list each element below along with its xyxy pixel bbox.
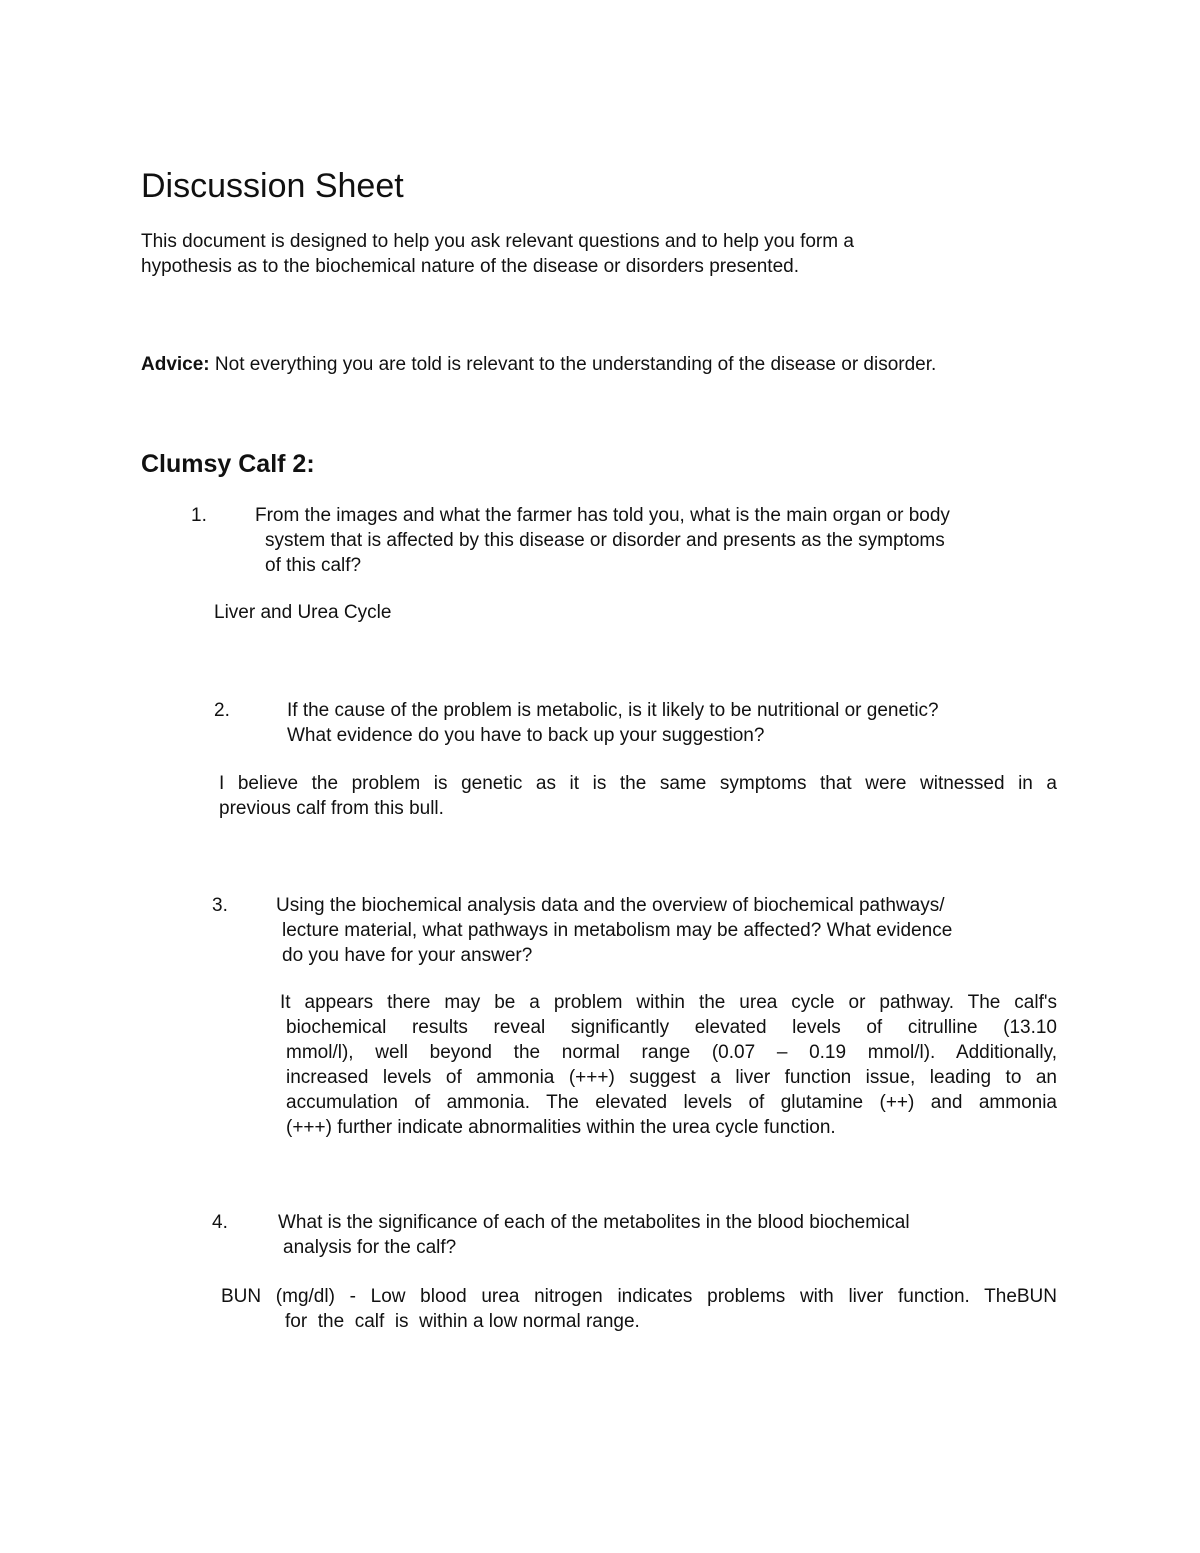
advice-text: Not everything you are told is relevant to the understanding of the disease or disorder. (209, 354, 937, 375)
question-line: do you have for your answer? (282, 945, 533, 966)
question-4-number: 4. (212, 1212, 228, 1233)
advice-label: Advice: (141, 354, 210, 375)
answer-line: previous calf from this bull. (219, 798, 444, 819)
answer-line: for the calf is within a low normal range. (285, 1311, 640, 1332)
case-title: Clumsy Calf 2: (141, 450, 315, 478)
answer-line: mmol/l), well beyond the normal range (0.07 – 0.19 mmol/l). Additionally, (286, 1042, 1057, 1063)
answer-1 (214, 600, 814, 625)
question-line: lecture material, what pathways in metabolism may be affected? What evidence (282, 920, 953, 941)
answer-line: Liver and Urea Cycle (214, 602, 392, 623)
answer-4 (221, 1284, 1057, 1334)
question-line: Using the biochemical analysis data and the overview of biochemical pathways/ (276, 895, 945, 916)
question-line: system that is affected by this disease or disorder and presents as the symptoms (265, 530, 945, 551)
question-2-number: 2. (214, 700, 230, 721)
answer-line: accumulation of ammonia. The elevated levels of glutamine (++) and ammonia (286, 1092, 1057, 1113)
page-title: Discussion Sheet (141, 167, 404, 205)
answer-line: (+++) further indicate abnormalities within the urea cycle function. (286, 1117, 836, 1138)
answer-2 (219, 771, 1057, 821)
question-line: What evidence do you have to back up your suggestion? (287, 725, 765, 746)
answer-line: biochemical results reveal significantly elevated levels of citrulline (13.10 (286, 1017, 1057, 1038)
question-3-number: 3. (212, 895, 228, 916)
answer-line: BUN (mg/dl) - Low blood urea nitrogen indicates problems with liver function. TheBUN (221, 1286, 1057, 1307)
intro-line: hypothesis as to the biochemical nature of the disease or disorders presented. (141, 256, 799, 277)
answer-line: increased levels of ammonia (+++) suggest a liver function issue, leading to an (286, 1067, 1057, 1088)
question-4-text (278, 1210, 1060, 1260)
intro-paragraph (141, 229, 1041, 279)
question-3-text (276, 893, 1060, 968)
answer-3 (280, 990, 1057, 1140)
question-line: analysis for the calf? (283, 1237, 457, 1258)
question-line: of this calf? (265, 555, 362, 576)
answer-line: It appears there may be a problem within the urea cycle or pathway. The calf's (280, 992, 1057, 1013)
intro-line: This document is designed to help you ask relevant questions and to help you form a (141, 231, 854, 252)
question-line: From the images and what the farmer has told you, what is the main organ or body (255, 505, 950, 526)
question-2-text (287, 698, 1060, 748)
question-line: What is the significance of each of the metabolites in the blood biochemical (278, 1212, 910, 1233)
question-1-number: 1. (191, 505, 207, 526)
question-1-text (255, 503, 1060, 578)
answer-line: I believe the problem is genetic as it is the same symptoms that were witnessed in a (219, 773, 1057, 794)
question-line: If the cause of the problem is metabolic, is it likely to be nutritional or genetic? (287, 700, 939, 721)
advice-paragraph (141, 352, 1101, 377)
